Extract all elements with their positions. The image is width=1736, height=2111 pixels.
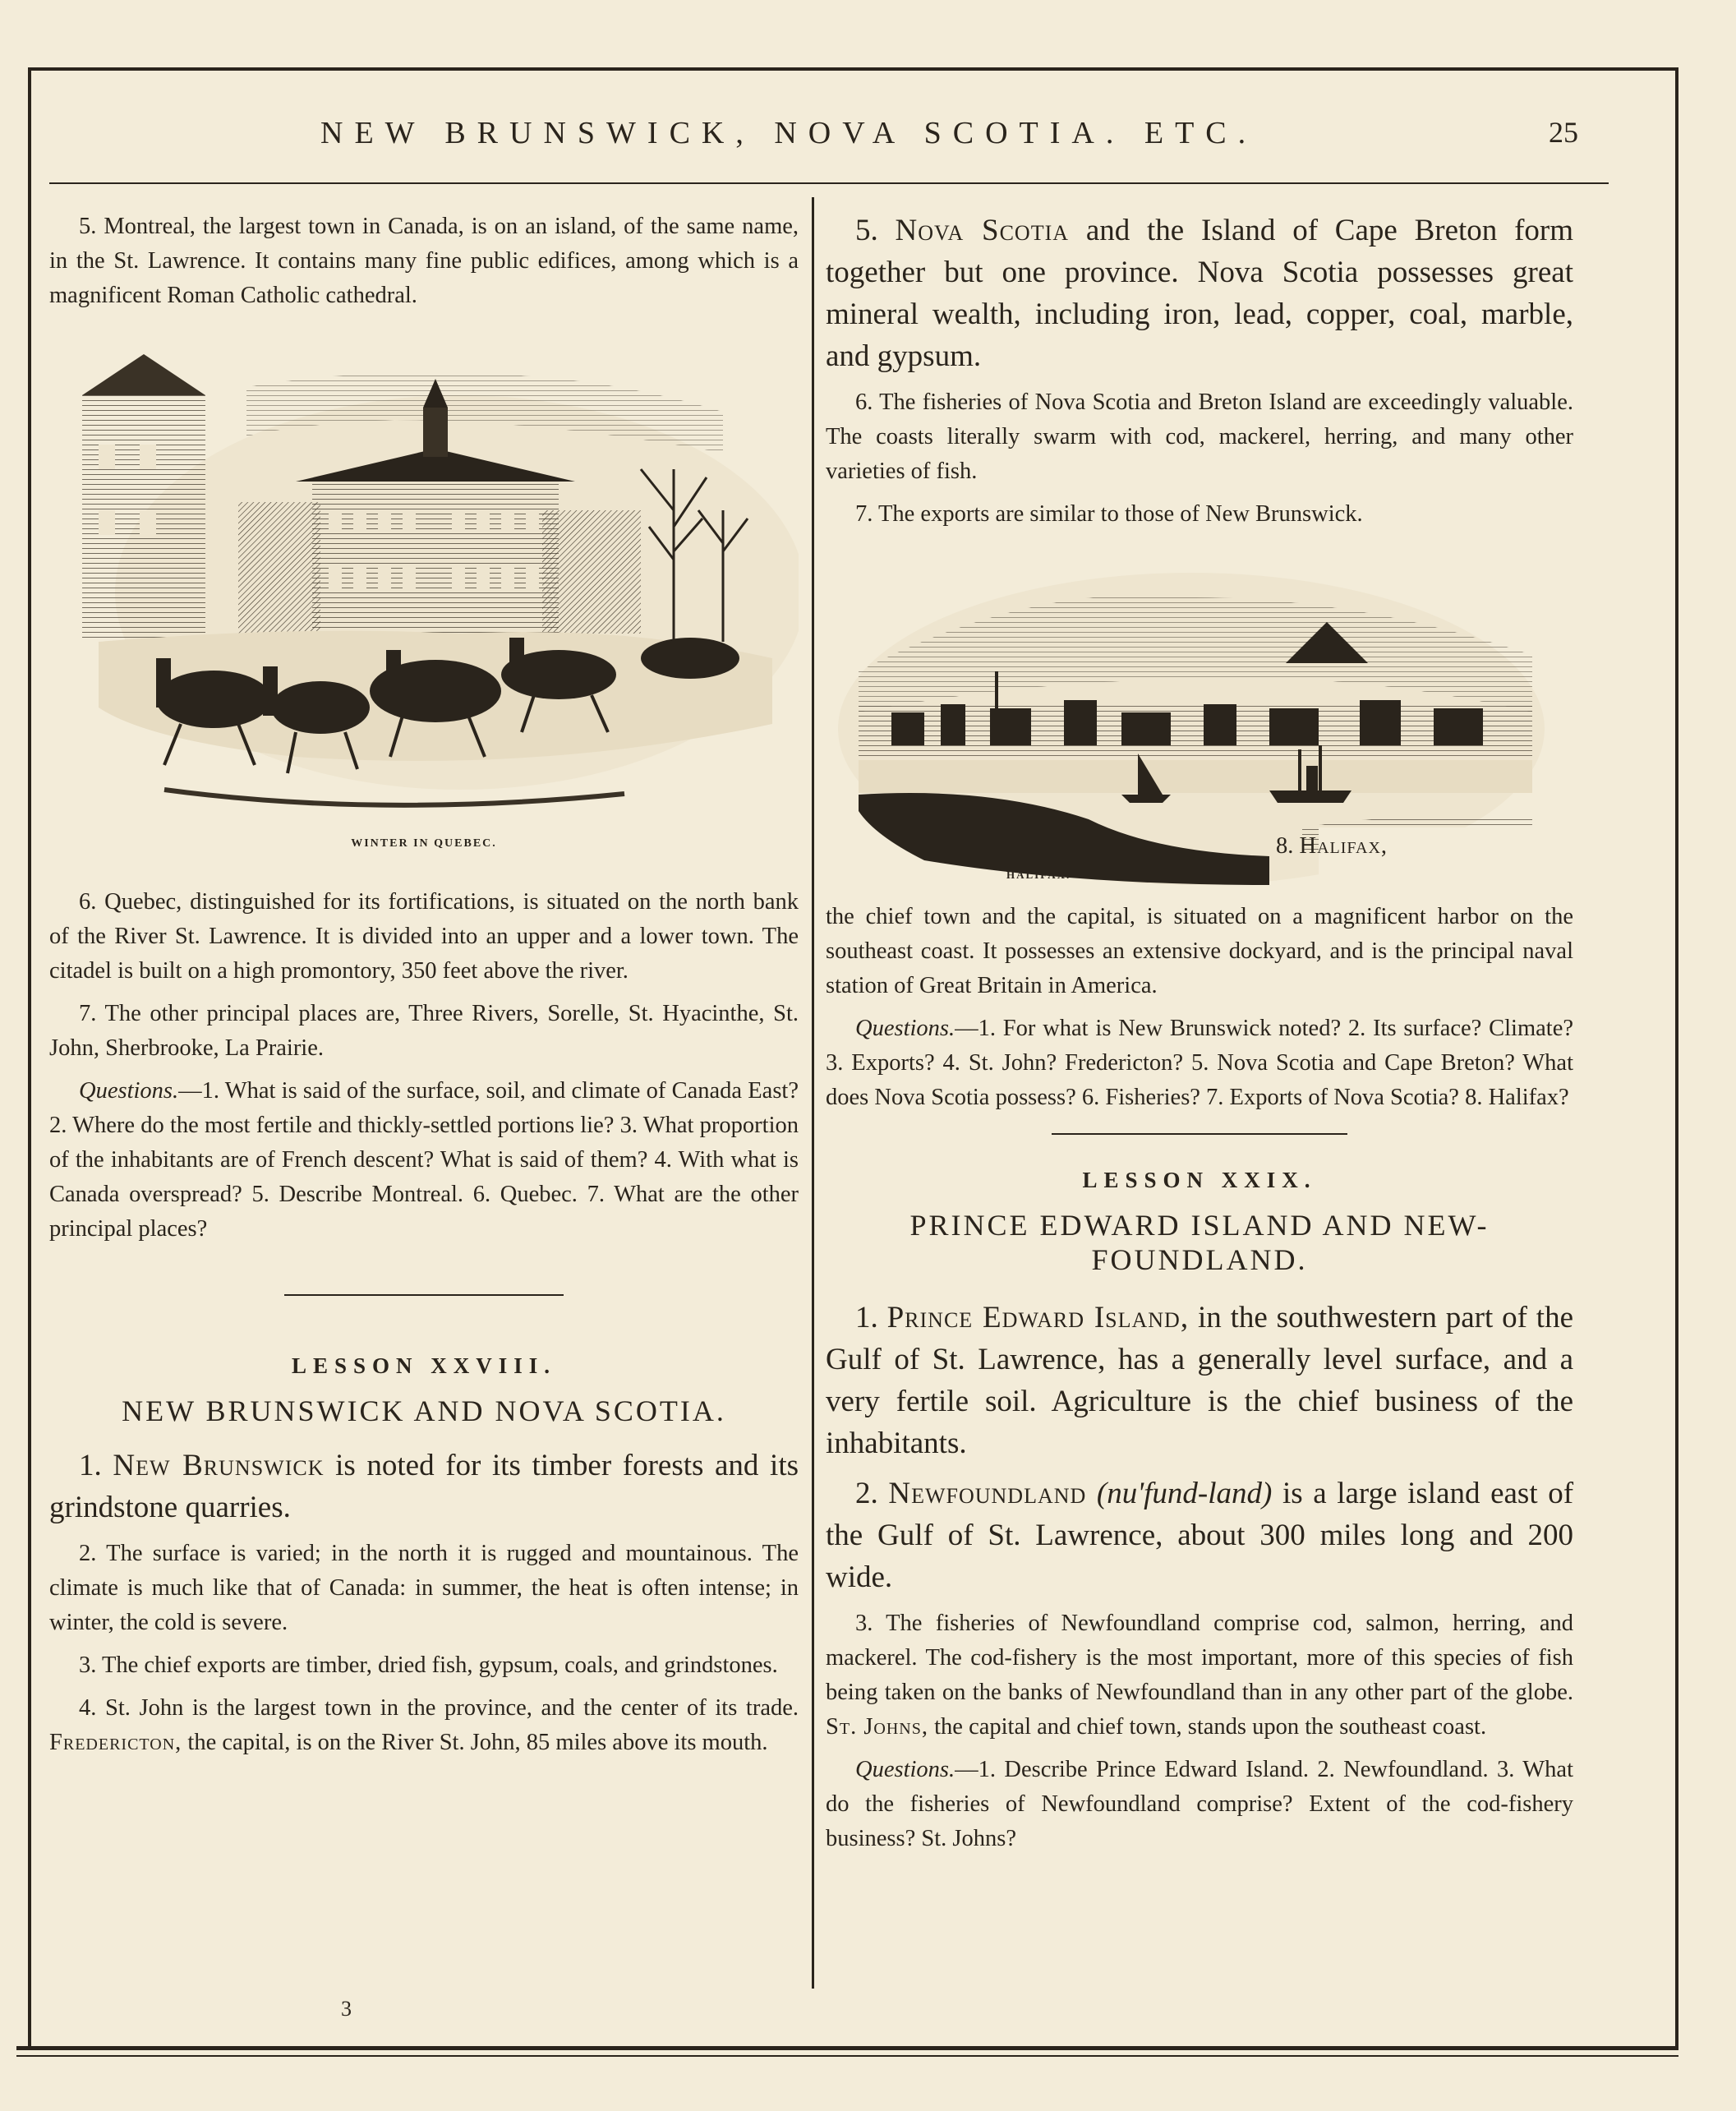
left-column bbox=[49, 210, 799, 1768]
signature-mark: 3 bbox=[341, 1997, 352, 2021]
figure-caption-quebec: WINTER IN QUEBEC. bbox=[351, 837, 497, 850]
column-divider bbox=[812, 197, 814, 1989]
paragraph-nb-exports: 3. The chief exports are timber, dried fish, gypsum, coals, and grindstones. bbox=[79, 1652, 778, 1678]
halifax-wrap-text: 8. Halifax, bbox=[1276, 833, 1388, 859]
frame-bottom-rule bbox=[16, 2046, 1678, 2050]
paragraph-nova-scotia: 5. Nova Scotia and the Island of Cape Breton form together but one province. Nova Scotia possesses great mineral wealth, including iron, lead, copper, coal, marble, and gypsum. bbox=[826, 214, 1573, 373]
running-head: NEW BRUNSWICK, NOVA SCOTIA. ETC. bbox=[320, 116, 1258, 150]
questions-new-brunswick: Questions.—1. For what is New Brunswick noted? 2. Its surface? Climate? 3. Exports? 4. St. John? Fredericton? 5. Nova Scotia and Cape Breton? What does Nova Scotia possess? 6. Fisheries? 7. Exports of Nova Scotia? 8. Halifax? bbox=[826, 1016, 1573, 1110]
paragraph-nb-surface: 2. The surface is varied; in the north it is rugged and mountainous. The climate is much like that of Canada: in summer, the heat is often intense; in winter, the cold is severe. bbox=[49, 1541, 799, 1635]
paragraph-ns-fisheries: 6. The fisheries of Nova Scotia and Breton Island are exceedingly valuable. The coasts literally swarm with cod, mackerel, herring, and many other varieties of fish. bbox=[826, 389, 1573, 484]
frame-top-rule bbox=[31, 67, 1678, 71]
right-column bbox=[826, 210, 1573, 1864]
paragraph-nb-towns: 4. St. John is the largest town in the province, and the center of its trade. Fredericton, the capital, is on the River St. John, 85 miles above its mouth. bbox=[49, 1695, 799, 1755]
paragraph-ns-exports: 7. The exports are similar to those of New Brunswick. bbox=[855, 501, 1363, 527]
paragraph-other-places: 7. The other principal places are, Three Rivers, Sorelle, St. Hyacinthe, St. John, Sherbrooke, La Prairie. bbox=[49, 1001, 799, 1061]
header-rule bbox=[49, 182, 1609, 184]
paragraph-new-brunswick: 1. New Brunswick is noted for its timber forests and its grindstone quarries. bbox=[49, 1449, 799, 1524]
frame-bottom-rule-thin bbox=[16, 2055, 1678, 2057]
paragraph-nf-fisheries: 3. The fisheries of Newfoundland comprise cod, salmon, herring, and mackerel. The cod-fishery is the most important, more of this species of fish being taken on the banks of Newfoundland than in any other part of the globe. St. Johns, the capital and chief town, stands upon the southeast coast. bbox=[826, 1611, 1573, 1740]
paragraph-prince-edward-island: 1. Prince Edward Island, in the southwestern part of the Gulf of St. Lawrence, has a generally level surface, and a very fertile soil. Agriculture is the chief business of the inhabitants. bbox=[826, 1301, 1573, 1460]
paragraph-halifax: the chief town and the capital, is situated on a magnificent harbor on the southeast coast. It possesses an extensive dockyard, and is the principal naval station of Great Britain in America. bbox=[826, 904, 1573, 998]
section-rule-right bbox=[1052, 1133, 1347, 1135]
paragraph-montreal: 5. Montreal, the largest town in Canada, is on an island, of the same name, in the St. Lawrence. It contains many fine public edifices, among which is a magnificent Roman Catholic cathedral. bbox=[49, 214, 799, 308]
figure-winter-in-quebec bbox=[49, 346, 799, 850]
questions-newfoundland: Questions.—1. Describe Prince Edward Island. 2. Newfoundland. 3. What do the fisheries of Newfoundland comprise? Extent of the cod-fishery business? St. Johns? bbox=[826, 1757, 1573, 1851]
frame-right-rule bbox=[1675, 67, 1678, 2050]
paragraph-newfoundland: 2. Newfoundland (nu'fund-land) is a large island east of the Gulf of St. Lawrence, about 300 miles long and 200 wide. bbox=[826, 1477, 1574, 1594]
lesson-28-title: NEW BRUNSWICK AND NOVA SCOTIA. bbox=[122, 1394, 726, 1427]
paragraph-quebec: 6. Quebec, distinguished for its fortifications, is situated on the north bank of the River St. Lawrence. It is divided into an upper and a lower town. The citadel is built on a high promontory, 350 feet above the river. bbox=[49, 889, 799, 984]
page-number: 25 bbox=[1549, 116, 1578, 149]
section-rule-left bbox=[284, 1294, 564, 1296]
lesson-29-title: PRINCE EDWARD ISLAND AND NEW-FOUNDLAND. bbox=[909, 1209, 1490, 1276]
figure-halifax bbox=[826, 548, 1573, 885]
lesson-29-label: LESSON XXIX. bbox=[1082, 1168, 1317, 1192]
lesson-28-label: LESSON XXVIII. bbox=[291, 1353, 557, 1378]
winter-quebec-illustration bbox=[49, 346, 799, 831]
questions-canada-east: Questions.—1. What is said of the surface, soil, and climate of Canada East? 2. Where do the most fertile and thickly-settled portions lie? 3. What proportion of the inhabitants are of French descent? What is said of them? 4. With what is Canada overspread? 5. Describe Montreal. 6. Quebec. 7. What are the other principal places? bbox=[49, 1078, 799, 1242]
figure-caption-halifax: HALIFAX. bbox=[1006, 869, 1071, 881]
frame-left-rule bbox=[28, 67, 31, 2050]
